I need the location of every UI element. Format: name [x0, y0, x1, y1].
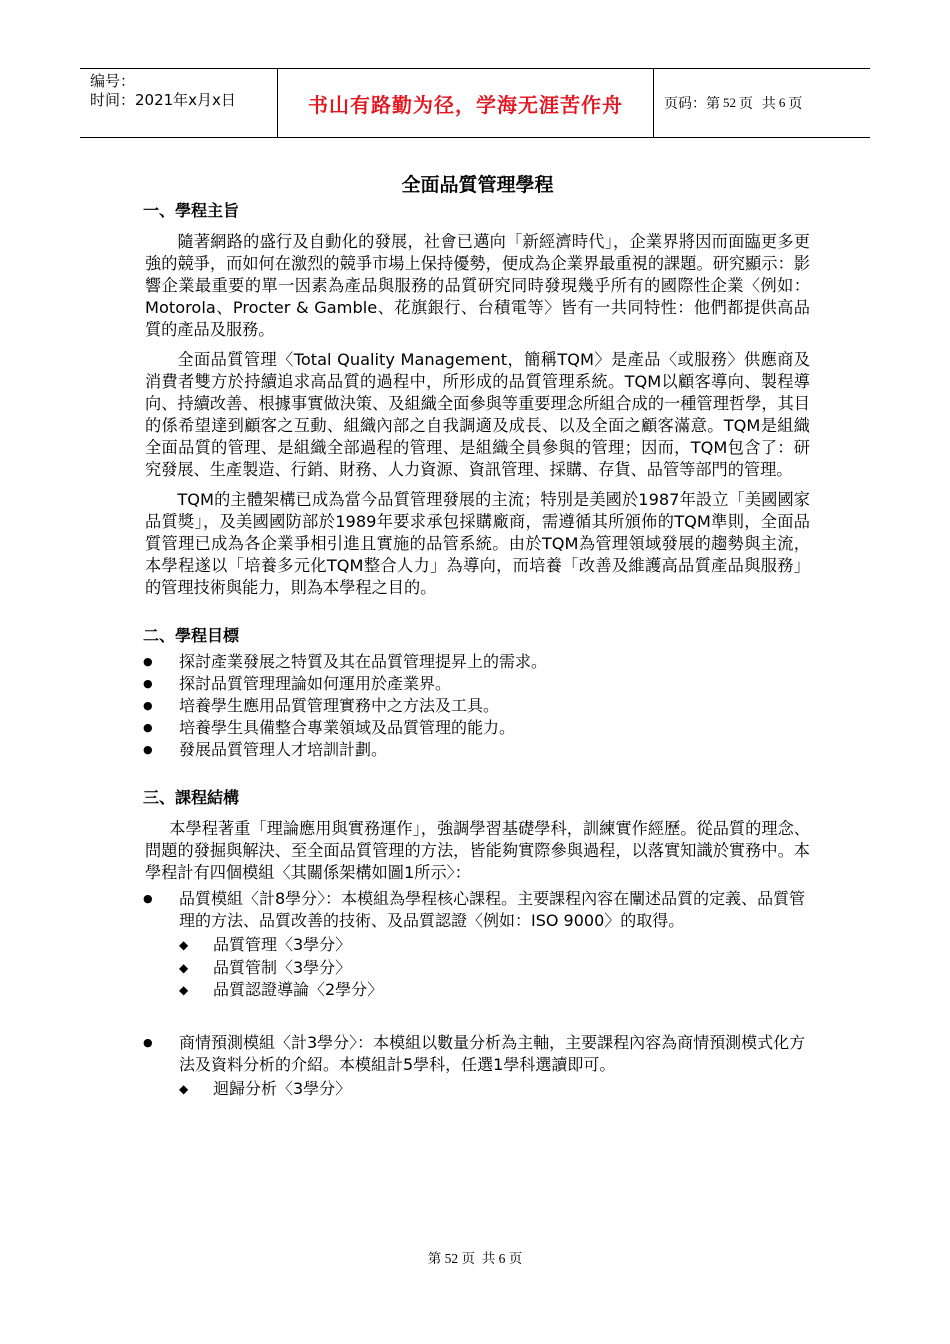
document-header [80, 68, 870, 138]
module-item: ● 商情預測模組〈計3學分〉：本模組以數量分析為主軸，主要課程內容為商情預測模式化方法及資料分析的介紹。本模組計5學科，任選1學科選讀即可。 [145, 1032, 810, 1076]
document-title: 全面品質管理學程 [401, 174, 554, 196]
list-item: ● 探討產業發展之特質及其在品質管理提昇上的需求。 [145, 651, 810, 673]
page-total: 6 [778, 95, 786, 110]
page-current: 52 [723, 95, 736, 110]
footer-page-total: 6 [498, 1251, 506, 1266]
goals-list [145, 651, 810, 761]
course-item: ◆ 品質管制〈3學分〉 [145, 957, 810, 980]
header-motto-cell [278, 69, 654, 137]
course-list [145, 1078, 810, 1101]
time-label: 时间：2021年x月x日 [90, 91, 236, 109]
module-list [145, 888, 810, 932]
page-mid: 页 共 [739, 96, 776, 112]
section-heading-structure: 三、課程結構 [143, 788, 240, 807]
paragraph: 隨著網路的盛行及自動化的發展，社會已邁向「新經濟時代」，企業界將因而面臨更多更強的競爭，而如何在激烈的競爭市場上保持優勢，便成為企業界最重視的課題。研究顯示：影響企業最重要的單一因素為產品與服務的品質研究同時發現幾乎所有的國際性企業〈例如：Motorola、Procter & Gamble、花旗銀行、台積電等〉皆有一共同特性：他們都提供高品質的產品及服務。 [145, 232, 810, 339]
number-label: 编号： [90, 72, 136, 90]
page-suffix: 页 [788, 96, 803, 112]
course-item: ◆ 品質認證導論〈2學分〉 [145, 979, 810, 1002]
list-item: ● 發展品質管理人才培訓計劃。 [145, 739, 810, 761]
page-footer [0, 1247, 950, 1267]
motto-text: 书山有路勤为径，学海无涯苦作舟 [308, 92, 623, 117]
document-body [145, 172, 810, 1100]
footer-page-prefix: 第 [427, 1251, 442, 1266]
list-item: ● 培養學生應用品質管理實務中之方法及工具。 [145, 695, 810, 717]
course-list [145, 934, 810, 1002]
course-item: ◆ 迴歸分析〈3學分〉 [145, 1078, 810, 1101]
page-prefix: 页码：第 [664, 96, 720, 112]
paragraph: 本學程著重「理論應用與實務運作」，強調學習基礎學科，訓練實作經歷。從品質的理念、問題的發掘與解決、至全面品質管理的方法，皆能夠實際參與過程，以落實知識於實務中。本學程計有四個模組〈其關係架構如圖1所示〉： [145, 819, 810, 882]
section-heading-goals: 二、學程目標 [143, 626, 240, 645]
header-page-info [654, 69, 870, 137]
list-item: ● 探討品質管理理論如何運用於產業界。 [145, 673, 810, 695]
course-item: ◆ 品質管理〈3學分〉 [145, 934, 810, 957]
footer-page-suffix: 页 [508, 1251, 523, 1266]
list-item: ● 培養學生具備整合專業領域及品質管理的能力。 [145, 717, 810, 739]
footer-page-mid: 页 共 [461, 1251, 496, 1266]
footer-page-current: 52 [444, 1251, 459, 1266]
section-heading-purpose: 一、學程主旨 [143, 201, 240, 220]
module-list [145, 1032, 810, 1076]
header-meta [80, 69, 278, 137]
module-item: ● 品質模組〈計8學分〉：本模組為學程核心課程。主要課程內容在闡述品質的定義、品質管理的方法、品質改善的技術、及品質認證〈例如：ISO 9000〉的取得。 [145, 888, 810, 932]
paragraph: 全面品質管理〈Total Quality Management，簡稱TQM〉是產品〈或服務〉供應商及消費者雙方於持續追求高品質的過程中，所形成的品質管理系統。TQM以顧客導向、製程導向、持續改善、根據事實做決策、及組織全面參與等重要理念所組合成的一種管理哲學，其目的係希望達到顧客之互動、組織內部之自我調適及成長、以及全面之顧客滿意。TQM是組織全面品質的管理、是組織全部過程的管理、是組織全員參與的管理；因而，TQM包含了：研究發展、生產製造、行銷、財務、人力資源、資訊管理、採購、存貨、品管等部門的管理。 [145, 350, 810, 479]
paragraph: TQM的主體架構已成為當今品質管理發展的主流；特別是美國於1987年設立「美國國家品質獎」，及美國國防部於1989年要求承包採購廠商，需遵循其所頒佈的TQM準則，全面品質管理已成為各企業爭相引進且實施的品管系統。由於TQM為管理領域發展的趨勢與主流，本學程遂以「培養多元化TQM整合人力」為導向，而培養「改善及維護高品質產品與服務」的管理技術與能力，則為本學程之目的。 [145, 490, 810, 597]
